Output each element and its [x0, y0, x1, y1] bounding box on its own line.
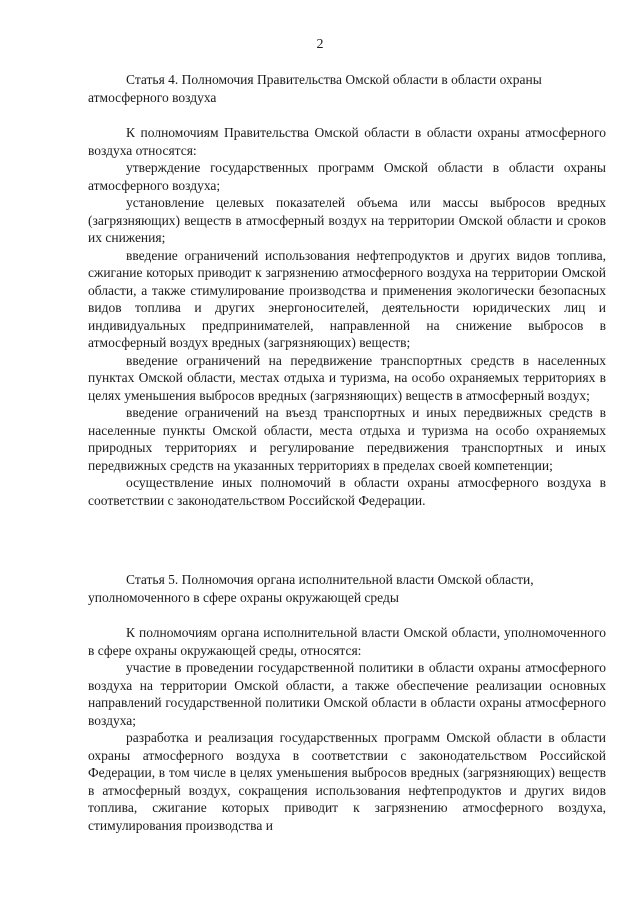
article-5-heading: Статья 5. Полномочия органа исполнительной власти Омской области, уполномоченного в сфере охраны окружающей среды: [88, 572, 534, 605]
article-4-heading: Статья 4. Полномочия Правительства Омской области в области охраны атмосферного воздуха: [88, 72, 542, 105]
article-4-paragraph: К полномочиям Правительства Омской области в области охраны атмосферного воздуха относятся:: [88, 125, 606, 158]
article-5-body: [88, 624, 606, 834]
article-4-paragraph: введение ограничений использования нефтепродуктов и других видов топлива, сжигание которых приводит к загрязнению атмосферного воздуха на территории Омской области, а также стимулирование производства и применения экологически безопасных видов топлива и других энергоносителей, деятельности юридических лиц и индивидуальных предпринимателей, направленной на снижение выбросов в атмосферный воздух вредных (загрязняющих) веществ;: [88, 247, 606, 350]
article-5-paragraph: К полномочиям органа исполнительной власти Омской области, уполномоченного в сфере охраны окружающей среды, относятся:: [88, 625, 606, 658]
page-number: 2: [316, 37, 324, 52]
article-4-paragraph: введение ограничений на передвижение транспортных средств в населенных пунктах Омской области, местах отдыха и туризма, на особо охраняемых территориях в целях уменьшения выбросов вредных (загрязняющих) веществ в атмосферный воздух;: [88, 352, 606, 403]
article-4-paragraph: утверждение государственных программ Омской области в области охраны атмосферного воздуха;: [88, 160, 606, 193]
article-4-paragraph: введение ограничений на въезд транспортных и иных передвижных средств в населенные пункты Омской области, места отдыха и туризма на особо охраняемых природных территориях и регулирование передвижения транспортных и иных передвижных средств на указанных территориях в пределах своей компетенции;: [88, 405, 606, 473]
article-4-paragraph: установление целевых показателей объема или массы выбросов вредных (загрязняющих) веществ в атмосферный воздух на территории Омской области и сроков их снижения;: [88, 195, 606, 245]
article-4-paragraph: осуществление иных полномочий в области охраны атмосферного воздуха в соответствии с законодательством Российской Федерации.: [88, 475, 606, 508]
article-5-paragraph: участие в проведении государственной политики в области охраны атмосферного воздуха на территории Омской области, а также обеспечение реализации основных направлений государственной политики Омской области в области охраны атмосферного воздуха;: [88, 660, 606, 728]
article-4-body: [88, 124, 606, 509]
article-5-paragraph: разработка и реализация государственных программ Омской области в области охраны атмосферного воздуха в соответствии с законодательством Российской Федерации, в том числе в целях уменьшения выбросов вредных (загрязняющих) веществ в атмосферный воздух, сокращения использования нефтепродуктов и других видов топлива, сжигание которых приводит к загрязнению атмосферного воздуха, стимулирования производства и: [88, 730, 606, 833]
